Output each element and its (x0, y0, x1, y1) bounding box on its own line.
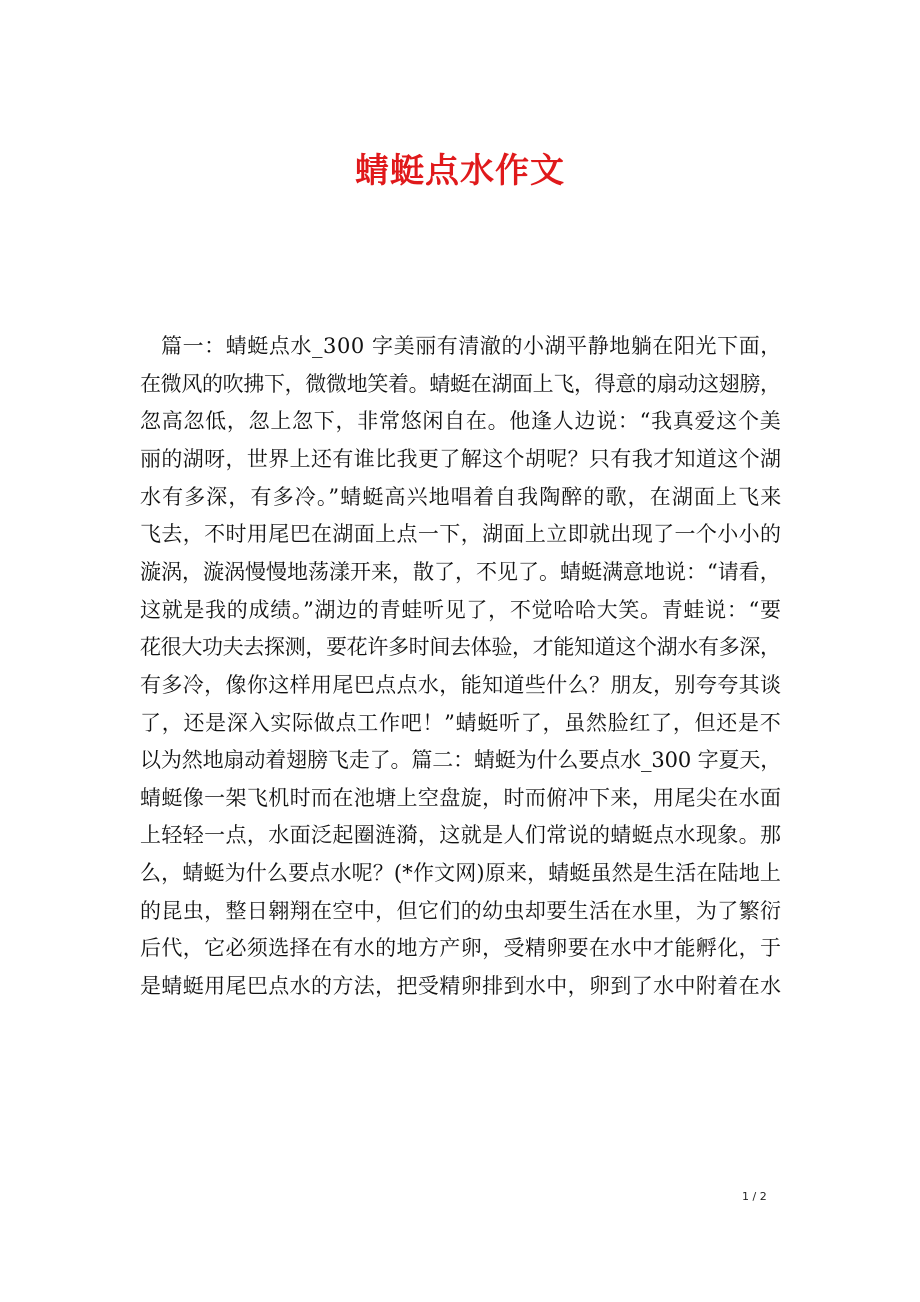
body-line: 在微风的吹拂下，微微地笑着。蜻蜓在湖面上飞，得意的扇动这翅膀， (140, 371, 781, 396)
body-line: 篇一：蜻蜓点水_300 字美丽有清澈的小湖平静地躺在阳光下面， (161, 334, 782, 358)
body-line: 忽高忽低，忽上忽下，非常悠闲自在。他逢人边说：“我真爱这个美 (140, 409, 782, 434)
body-line: 以为然地扇动着翅膀飞走了。篇二：蜻蜓为什么要点水_300 字夏天， (140, 748, 782, 773)
body-line: 后代，它必须选择在有水的地方产卵，受精卵要在水中才能孵化，于 (140, 936, 782, 961)
body-line: 有多冷，像你这样用尾巴点点水，能知道些什么？朋友，别夸夸其谈 (140, 672, 782, 697)
body-line: 这就是我的成绩。”湖边的青蛙听见了，不觉哈哈大笑。青蛙说：“要 (140, 597, 782, 622)
body-line: 上轻轻一点，水面泛起圈涟漪，这就是人们常说的蜻蜓点水现象。那 (140, 823, 782, 848)
body-line: 飞去，不时用尾巴在湖面上点一下，湖面上立即就出现了一个小小的 (140, 522, 782, 547)
body-line: 蜻蜓像一架飞机时而在池塘上空盘旋，时而俯冲下来，用尾尖在水面 (140, 785, 782, 810)
body-line: 是蜻蜓用尾巴点水的方法，把受精卵排到水中，卵到了水中附着在水 (140, 974, 782, 999)
body-line: 水有多深，有多冷。”蜻蜓高兴地唱着自我陶醉的歌，在湖面上飞来 (140, 484, 783, 509)
body-line: 的昆虫，整日翱翔在空中，但它们的幼虫却要生活在水里，为了繁衍 (140, 898, 782, 923)
body-line: 么，蜻蜓为什么要点水呢？(*作文网)原来，蜻蜓虽然是生活在陆地上 (140, 861, 782, 886)
body-line: 丽的湖呀，世界上还有谁比我更了解这个胡呢？只有我才知道这个湖 (140, 446, 782, 471)
document-title: 蜻蜓点水作文 (355, 151, 565, 191)
page-number: 1 / 2 (742, 1190, 767, 1203)
body-line: 了，还是深入实际做点工作吧！”蜻蜓听了，虽然脸红了，但还是不 (140, 710, 782, 735)
body-line: 花很大功夫去探测，要花许多时间去体验，才能知道这个湖水有多深， (140, 635, 781, 660)
body-line: 漩涡，漩涡慢慢地荡漾开来，散了，不见了。蜻蜓满意地说：“请看， (140, 559, 781, 584)
